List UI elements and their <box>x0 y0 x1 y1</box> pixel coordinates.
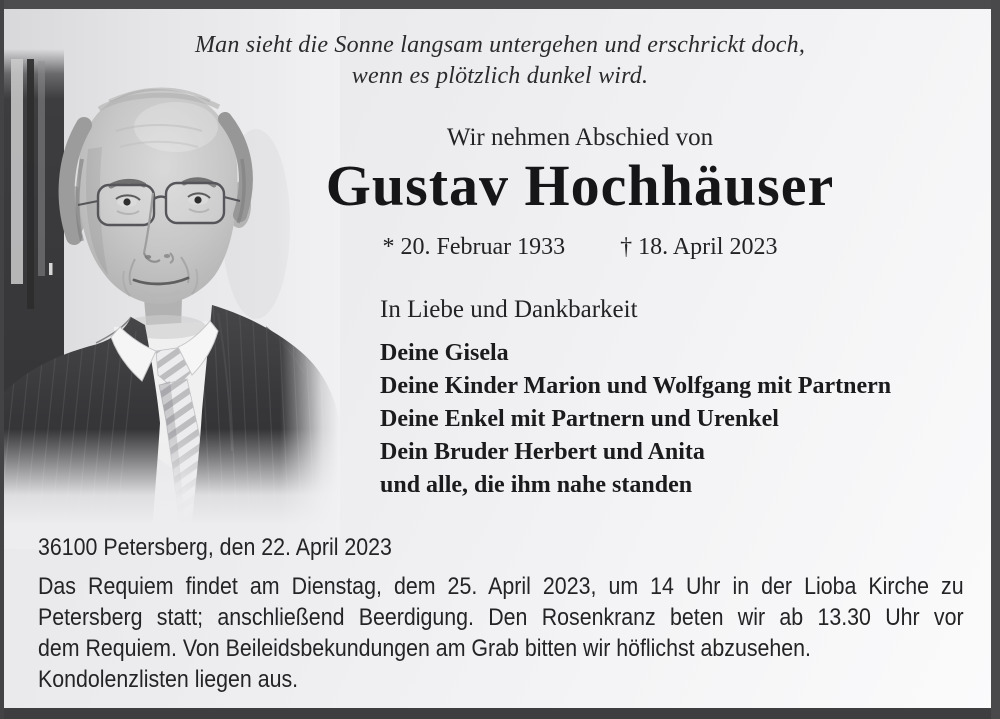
frame-border-left <box>0 0 4 719</box>
epigraph-line-2: wenn es plötzlich dunkel wird. <box>351 63 649 89</box>
frame-border-top <box>0 0 1000 9</box>
funeral-details-line: Das Requiem findet am Dienstag, dem 25. April 2023, um 14 Uhr in der Lioba Kirche zu <box>38 573 964 600</box>
mourner-line: Deine Gisela <box>380 340 509 366</box>
life-dates <box>348 234 812 261</box>
epigraph-line-1: Man sieht die Sonne langsam untergehen und erschrickt doch, <box>194 32 806 58</box>
funeral-details-line: Kondolenzlisten liegen aus. <box>38 666 299 693</box>
mourner-line: Deine Enkel mit Partnern und Urenkel <box>380 406 779 432</box>
funeral-details-line: dem Requiem. Von Beileidsbekundungen am Grab bitten wir höflichst abzusehen. <box>38 635 811 662</box>
funeral-details-line: Petersberg statt; anschließend Beerdigung. Den Rosenkranz beten wir ab 13.30 Uhr vor <box>38 604 964 631</box>
mourner-line: und alle, die ihm nahe standen <box>380 472 693 498</box>
farewell-intro: Wir nehmen Abschied von <box>446 124 714 151</box>
mourner-line: Dein Bruder Herbert und Anita <box>380 439 705 465</box>
deceased-name: Gustav Hochhäuser <box>325 153 835 218</box>
mourner-line: Deine Kinder Marion und Wolfgang mit Partnern <box>380 373 892 399</box>
frame-border-right <box>991 0 1000 719</box>
epigraph <box>100 30 900 92</box>
frame-border-bottom <box>0 708 1000 719</box>
place-dateline: 36100 Petersberg, den 22. April 2023 <box>38 534 392 561</box>
birth-date: * 20. Februar 1933 <box>382 234 566 260</box>
death-date: † 18. April 2023 <box>620 234 778 260</box>
tribute-line: In Liebe und Dankbarkeit <box>380 296 638 323</box>
mourners-list <box>380 337 891 502</box>
funeral-details <box>38 571 964 695</box>
